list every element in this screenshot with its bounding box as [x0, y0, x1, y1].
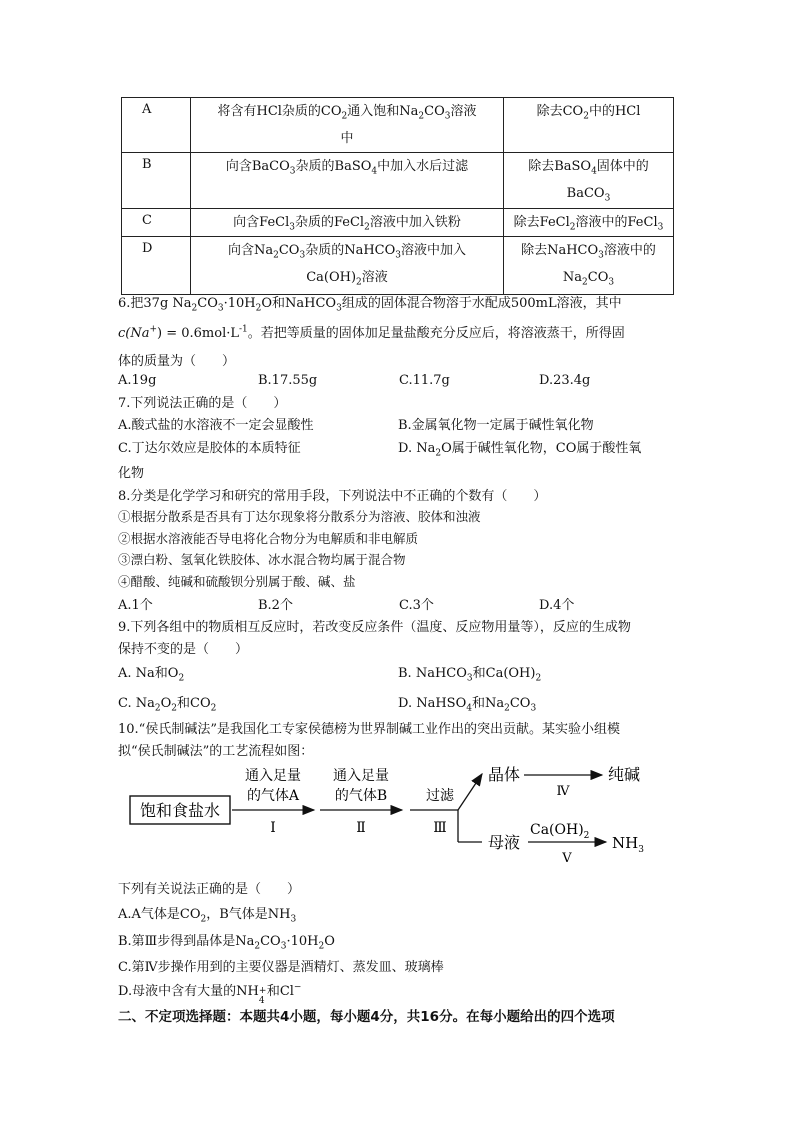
option-c[interactable]: C.丁达尔效应是胶体的本质特征 [118, 441, 301, 456]
step1-number: Ⅰ [270, 820, 276, 836]
step3-label: 过滤 [426, 788, 454, 804]
row-key: D [122, 237, 191, 295]
option-a[interactable]: A. Na和$O_2$ [118, 666, 185, 684]
option-c[interactable]: C.3个 [399, 598, 434, 613]
q10-stem: 下列有关说法正确的是（ ） [118, 882, 301, 897]
step2-label: 的气体B [334, 788, 388, 804]
option-d[interactable]: D. NaHSO$_4$和$Na_2CO_3$ [398, 696, 537, 714]
step1-label: 通入足量 [245, 768, 301, 784]
purpose-cell: 除去NaHCO$_3$溶液中的 $Na_2CO_3$ [504, 237, 674, 295]
option-d[interactable]: D.母液中含有大量的NH + 4 和Cl− [118, 982, 302, 1006]
option-a[interactable]: A.1个 [118, 598, 153, 613]
option-d[interactable]: D. $Na_2O$属于碱性氧化物，CO属于酸性氧 [398, 441, 642, 459]
q9-stem-line2: 保持不变的是（ ） [118, 642, 249, 657]
nh3-label: $NH_3$ [612, 834, 644, 855]
table-row [122, 153, 674, 209]
step2-label: 通入足量 [333, 768, 389, 784]
q10-stem-line1: 10.“侯氏制碱法”是我国化工专家侯德榜为世界制碱工业作出的突出贡献。某实验小组模 [118, 722, 620, 737]
option-b[interactable]: B.金属氧化物一定属于碱性氧化物 [398, 418, 594, 433]
crystal-label: 晶体 [488, 765, 521, 784]
option-d-cont: 化物 [118, 466, 145, 481]
table-row [122, 98, 674, 153]
step4-number: Ⅳ [556, 784, 570, 799]
q7-stem: 7.下列说法正确的是（ ） [118, 396, 287, 411]
row-key: A [122, 98, 191, 153]
option-b[interactable]: B.17.55g [258, 373, 318, 388]
option-b[interactable]: B.2个 [258, 598, 293, 613]
option-c[interactable]: C.11.7g [399, 373, 450, 388]
option-b[interactable]: B. NaHCO$_3$和$Ca(OH)_2$ [398, 666, 542, 684]
step1-label: 的气体A [246, 788, 300, 804]
q9-stem-line1: 9.下列各组中的物质相互反应时，若改变反应条件（温度、反应物用量等），反应的生成物 [118, 620, 631, 635]
option-a[interactable]: A.A气体是$CO_2$，B气体是$NH_3$ [118, 907, 297, 925]
purpose-cell: 除去FeCl$_2$溶液中的FeCl$_3$ [504, 209, 674, 237]
step2-number: Ⅱ [356, 820, 366, 836]
q8-item: ①根据分散系是否具有丁达尔现象将分散系分为溶液、胶体和浊液 [118, 509, 481, 524]
start-label: 饱和食盐水 [139, 801, 221, 820]
option-b[interactable]: B.第Ⅲ步得到晶体是$Na_2CO_3\cdot 10H_2O$ [118, 934, 335, 952]
option-d[interactable]: D.4个 [539, 598, 575, 613]
option-a[interactable]: A.19g [118, 373, 157, 388]
process-flow-diagram [120, 760, 680, 870]
operation-cell: 将含有HCl杂质的$CO_2$通入饱和$Na_2CO_3$溶液 中 [191, 98, 504, 153]
q6-stem-line2: $c(Na^+) = 0.6mol\cdot L^{-1}$。若把等质量的固体加足量盐酸充分反应后，将溶液蒸干，所得固 [118, 324, 625, 341]
q8-item: ②根据水溶液能否导电将化合物分为电解质和非电解质 [118, 531, 419, 546]
operation-cell: 向含FeCl$_3$杂质的FeCl$_2$溶液中加入铁粉 [191, 209, 504, 237]
q8-item: ③漂白粉、氢氧化铁胶体、冰水混合物均属于混合物 [118, 552, 406, 567]
purpose-cell: 除去$CO_2$中的HCl [504, 98, 674, 153]
reagent-label: $Ca(OH)_2$ [530, 822, 590, 841]
purpose-cell: 除去BaSO$_4$固体中的 BaCO$_3$ [504, 153, 674, 209]
row-key: C [122, 209, 191, 237]
option-c[interactable]: C. $Na_2O_2$和$CO_2$ [118, 696, 217, 714]
q10-stem-line2: 拟“侯氏制碱法”的工艺流程如图： [118, 744, 314, 759]
table-row [122, 237, 674, 295]
options-table [121, 97, 674, 295]
mother-liquor-label: 母液 [488, 833, 521, 852]
q8-stem: 8.分类是化学学习和研究的常用手段，下列说法中不正确的个数有（ ） [118, 489, 547, 504]
row-key: B [122, 153, 191, 209]
option-c[interactable]: C.第Ⅳ步操作用到的主要仪器是酒精灯、蒸发皿、玻璃棒 [118, 960, 444, 975]
q6-stem-line1: 6.把37g $Na_2CO_3\cdot 10H_2O$和NaHCO$_3$组成的固体混合物溶于水配成500mL溶液，其中 [118, 296, 622, 314]
operation-cell: 向含BaCO$_3$杂质的BaSO$_4$中加入水后过滤 [191, 153, 504, 209]
q6-stem-line3: 体的质量为（ ） [118, 354, 236, 369]
operation-cell: 向含$Na_2CO_3$杂质的NaHCO$_3$溶液中加入 $Ca(OH)_2$溶液 [191, 237, 504, 295]
step3-number: Ⅲ [433, 820, 447, 836]
q8-item: ④醋酸、纯碱和硫酸钡分别属于酸、碱、盐 [118, 574, 356, 589]
section-heading: 二、不定项选择题：本题共4小题，每小题4分，共16分。在每小题给出的四个选项 [118, 1009, 615, 1025]
product-label: 纯碱 [608, 765, 641, 784]
table-row [122, 209, 674, 237]
step5-number: Ⅴ [562, 851, 572, 866]
branch-up [458, 774, 482, 810]
option-d[interactable]: D.23.4g [539, 373, 591, 388]
option-a[interactable]: A.酸式盐的水溶液不一定会显酸性 [118, 418, 314, 433]
